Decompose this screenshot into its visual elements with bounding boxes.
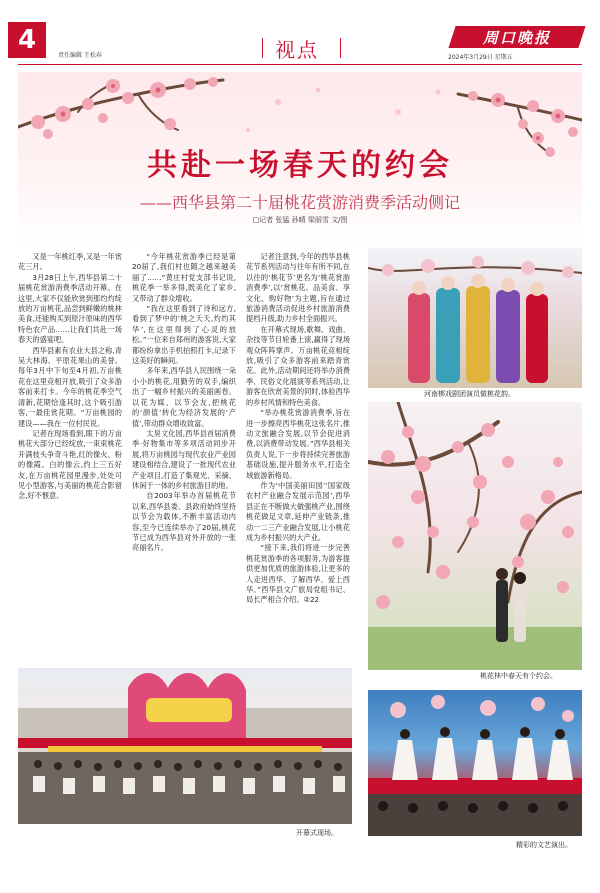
opening-ceremony-photo (18, 668, 352, 824)
article-subtitle: ——西华县第二十届桃花赏游消费季活动侧记 (139, 193, 460, 212)
article-paragraph: 记者注意到,今年的西华县桃花节系列活动与往年有所不同,在以往的‘桃花节’更名为‘桃花赏游消费季’,以‘赏桃花、品美食、享文化、购好物’为主题,旨在通过旅游消费活动促进乡村旅游消费提档升级,助力乡村全面振兴。 (246, 252, 350, 324)
section-title: 视点 (275, 38, 319, 62)
header-rule (18, 64, 582, 65)
article-paragraph: 3月28日上午,西华县第二十届桃花赏游消费季活动开幕。在这里,大家不仅能欣赏到那灼灼绽放的万亩桃花,品尝到鲜嫩的桃林美食,还能购买到原汁原味的西华特色农产品……让我们共赴一场春天的盛宴吧。 (18, 272, 122, 345)
page-number: 4 (8, 22, 46, 58)
peach-blossom-illustration (368, 402, 582, 670)
costume-performers-illustration (368, 248, 582, 388)
article-paragraph: 记者在现场看到,眼下的万亩桃花大部分已经绽放,一束束桃花开满枝头争奇斗艳,红的像火、粉的像霞、白的像云,约上三五好友,在万亩桃花园里漫步,处处可见小型游客,与美丽的桃花合影留念,好不惬意。 (18, 428, 122, 501)
editors-credit: 责任编辑 王松春 (58, 52, 102, 59)
article-paragraph: 西华县素有农业大县之称,青吴大林海、平原花果山的美誉。每年3月中下旬至4月初,万亩桃花在这里竞相开放,吸引了众多游客前来打卡。今年的桃花季空气清新,花期恰逢其时,这个吸引游客,一最佳赏花期。“万亩桃园的建设——我在一位村民说。 (18, 345, 122, 428)
dance-performance-illustration (368, 690, 582, 836)
article-column-2 (132, 252, 236, 667)
article-paragraph: 太昊文化园,西华县首届消费季·好物集市等多项活动同步开展,将万亩桃园与现代农业产业园建设相结合,建设了一批现代农业产业项目,打造了集观光、采摘、休闲于一体的乡村旅游目的地。 (132, 428, 236, 490)
article-byline: □记者 张猛 孙晴 梁丽雪 文/图 (252, 216, 348, 224)
article-column-3 (246, 252, 350, 652)
article-paragraph: “我在这里看到了诗和远方,看到了梦中的‘桃之夭夭,灼灼其华’,在这里得到了心灵的放松。”一位来自郑州的游客说,大家都纷纷拿出手机拍照打卡,记录下这美好的瞬间。 (132, 304, 236, 366)
costume-performers-photo (368, 248, 582, 388)
article-paragraph: “接下来,我们将进一步完善桃花赏游季的各项服务,为游客提供更加优质的旅游体验,让更多的人走进西华、了解西华、爱上西华。”西华县文广旅局党组书记、局长严相合介绍。②22 (246, 543, 350, 605)
article-column-1 (18, 252, 122, 667)
article-paragraph: 多年来,西华县人民围绕一朵小小的桃花,用勤劳的双手,编织出了一幅乡村振兴的美丽画卷。以花为媒、以节会友,把桃花的‘颜值’转化为经济发展的‘产值’,带动群众增收致富。 (132, 366, 236, 428)
opening-ceremony-illustration (18, 668, 352, 824)
photo-caption: 开幕式现场。 (296, 829, 338, 837)
article-paragraph: “举办桃花赏游消费季,旨在进一步擦亮西华桃花这张名片,推动文旅融合发展,以节会促进消费,以消费带动发展。”西华县相关负责人说,下一步将持续完善旅游基础设施,提升服务水平,打造全域旅游新格局。 (246, 408, 350, 480)
peach-blossom-visitors-photo (368, 402, 582, 670)
article-paragraph: “今年桃花赏游季已经是第20届了,我们村也随之越来越美丽了……”黄庄村党支部书记说,桃花季一举多得,既美化了家乡,又带动了群众增收。 (132, 252, 236, 303)
section-divider-left (262, 38, 263, 58)
section-divider-right (340, 38, 341, 58)
photo-caption: 桃花林中春天有个约会。 (480, 672, 557, 680)
article-title: 共赴一场春天的约会 (147, 148, 453, 183)
dance-performance-photo (368, 690, 582, 836)
photo-caption: 河南梆戏剧团演员做桃花韵。 (424, 390, 515, 398)
issue-date: 2024年3月29日 星期五 (448, 54, 513, 61)
newspaper-logo: 周口晚报 (482, 29, 551, 47)
article-paragraph: 又是一年桃红季,又是一年赏花三月。 (18, 252, 122, 272)
article-paragraph: 在开幕式现场,歌舞、戏曲、杂技等节目轮番上演,赢得了现场观众阵阵掌声。万亩桃花竞相绽放,吸引了众多游客前来踏青赏花。此外,活动期间还将举办消费季、民俗文化展演等系列活动,让游客在欣赏美景的同时,体验西华的乡村风情和特色美食。 (246, 324, 350, 407)
article-paragraph: 自2003年举办首届桃花节以来,西华县委、县政府始终坚持以节会为载体,不断丰富活动内容,至今已连续举办了20届,桃花节已成为西华县对外开放的一张亮丽名片。 (132, 491, 236, 553)
photo-caption: 精彩的文艺演出。 (516, 841, 572, 849)
article-paragraph: 作为‘中国美丽田园’‘国家级农村产业融合发展示范园’,西华县正在不断做大做强桃产业,围绕桃花做足文章,延伸产业链条,推动一二三产业融合发展,让小桃花成为乡村振兴的大产业。 (246, 480, 350, 542)
